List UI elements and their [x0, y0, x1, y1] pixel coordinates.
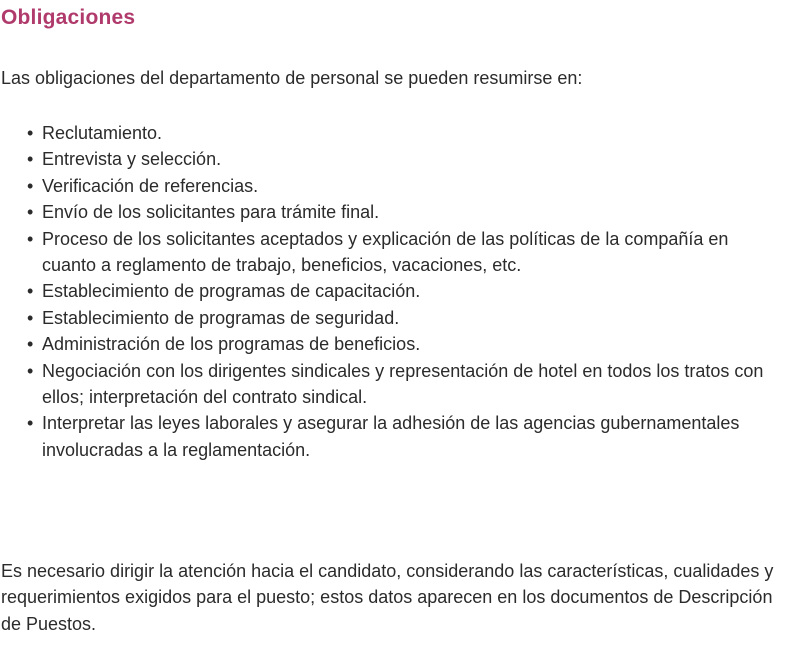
list-item-text: Interpretar las leyes laborales y asegurar la adhesión de las agencias gubernamentales involucradas a la reglamentación.	[42, 413, 740, 460]
bullet-icon: •	[27, 202, 34, 223]
list-item	[0, 358, 770, 411]
list-item	[0, 120, 770, 146]
intro-paragraph: Las obligaciones del departamento de personal se pueden resumirse en:	[1, 68, 583, 88]
bullet-icon: •	[27, 281, 34, 302]
bullet-icon: •	[27, 228, 34, 249]
list-item-text: Reclutamiento.	[42, 123, 163, 143]
bullet-icon: •	[27, 123, 34, 143]
list-item	[0, 199, 770, 225]
list-item-text: Establecimiento de programas de seguridad.	[42, 307, 400, 328]
bullet-icon: •	[27, 334, 34, 355]
bullet-icon: •	[27, 307, 34, 328]
list-item-text: Establecimiento de programas de capacitación.	[42, 281, 421, 302]
obligations-list	[0, 120, 770, 463]
list-item-text: Envío de los solicitantes para trámite final.	[42, 202, 380, 223]
section-heading: Obligaciones	[1, 6, 136, 29]
bullet-icon: •	[27, 413, 34, 434]
list-item	[0, 173, 770, 199]
list-item	[0, 331, 770, 357]
list-item-text: Entrevista y selección.	[42, 149, 222, 170]
list-item	[0, 305, 770, 331]
list-item-text: Administración de los programas de beneficios.	[42, 334, 421, 355]
bullet-icon: •	[27, 175, 34, 196]
list-item-text: Verificación de referencias.	[42, 175, 259, 196]
list-item-text: Negociación con los dirigentes sindicales y representación de hotel en todos los tratos con ellos; interpretación del contrato sindical.	[42, 360, 764, 408]
list-item	[0, 146, 770, 172]
list-item	[0, 226, 770, 279]
bullet-icon: •	[27, 149, 34, 170]
list-item	[0, 410, 770, 463]
list-item	[0, 278, 770, 304]
closing-paragraph: Es necesario dirigir la atención hacia el candidato, considerando las características, cualidades y requerimientos exigidos para el puesto; estos datos aparecen en los documentos de Descripción de Puestos.	[1, 561, 774, 634]
list-item-text: Proceso de los solicitantes aceptados y explicación de las políticas de la compañía en cuanto a reglamento de trabajo, beneficios, vacaciones, etc.	[42, 228, 729, 276]
bullet-icon: •	[27, 360, 34, 381]
